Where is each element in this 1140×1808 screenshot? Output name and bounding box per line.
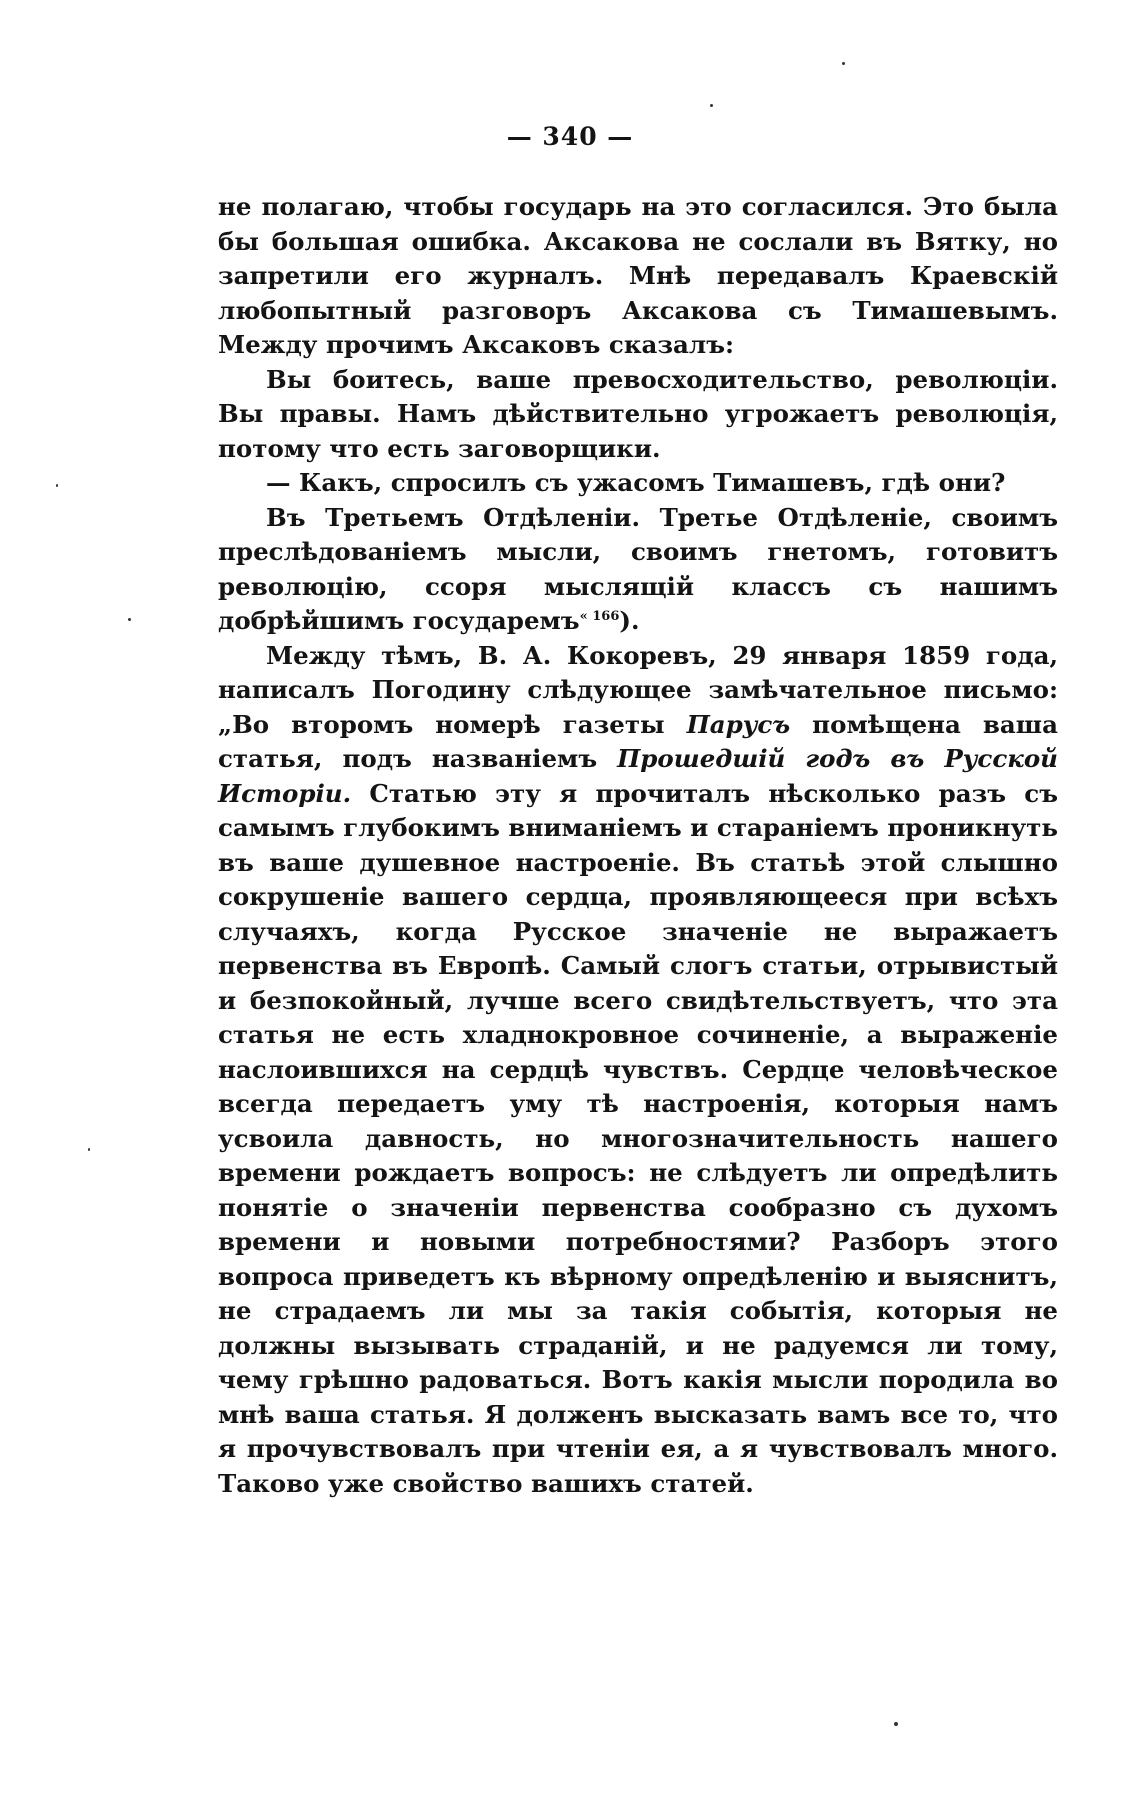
paragraph-3: — Какъ, спросилъ съ ужасомъ Тимашевъ, гдѣ они? — [266, 468, 1006, 497]
paragraph-4-end: ). — [619, 606, 640, 635]
page-number: — 340 — — [506, 122, 634, 151]
scan-speck — [710, 104, 713, 107]
newspaper-title: Парусъ — [686, 709, 791, 739]
paragraph-2: Вы боитесь, ваше превосходительство, революціи. Вы правы. Намъ дѣйствительно угрожаетъ революція, потому что есть заговорщики. — [218, 364, 1058, 463]
scan-speck — [842, 62, 845, 65]
paragraph-4-text: Въ Третьемъ Отдѣленіи. Третье Отдѣленіе, своимъ преслѣдованіемъ мысли, своимъ гнетомъ, готовитъ революцію, ссоря мыслящій классъ съ нашимъ добрѣйшимъ государемъ — [218, 502, 1058, 635]
paragraph-4 — [218, 501, 1058, 639]
scan-speck — [88, 1148, 90, 1151]
paragraph-5-middle: помѣщена ваша статья, подъ названіемъ — [218, 709, 1058, 773]
paragraph-5-start: Между тѣмъ, В. А. Кокоревъ, 29 января 1859 года, написалъ Погодину слѣдующее замѣчательное письмо: „Во второмъ номерѣ газеты — [218, 640, 1058, 739]
scan-speck — [56, 484, 58, 487]
footnote-marker: « 166 — [579, 608, 620, 624]
scan-speck — [894, 1722, 898, 1726]
paragraph-1: не полагаю, чтобы государь на это согласился. Это была бы большая ошибка. Аксакова не сослали въ Вятку, но запретили его журналъ. Мнѣ передавалъ Краевскій любопытный разговоръ Аксакова съ Тимашевымъ. Между прочимъ Аксаковъ сказалъ: — [218, 192, 1058, 359]
paragraph-5-rest: Статью эту я прочиталъ нѣсколько разъ съ самымъ глубокимъ вниманіемъ и стараніемъ проникнуть въ ваше душевное настроеніе. Въ статьѣ этой слышно сокрушеніе вашего сердца, проявляющееся при всѣхъ случаяхъ, когда Русское значеніе не выражаетъ первенства въ Европѣ. Самый слогъ статьи, отрывистый и безпокойный, лучше всего свидѣтельствуетъ, что эта статья не есть хладнокровное сочиненіе, а выраженіе наслоившихся на сердцѣ чувствъ. Сердце человѣческое всегда передаетъ уму тѣ настроенія, которыя намъ усвоила давность, но многозначительность нашего времени рождаетъ вопросъ: не слѣдуетъ ли опредѣлить понятіе о значеніи первенства сообразно съ духомъ времени и новыми потребностями? Разборъ этого вопроса приведетъ къ вѣрному опредѣленію и выяснитъ, не страдаемъ ли мы за такія событія, которыя не должны вызывать страданій, и не радуемся ли тому, чему грѣшно радоваться. Вотъ какія мысли породила во мнѣ ваша статья. Я долженъ высказать вамъ все то, что я прочувствовалъ при чтеніи ея, а я чувствовалъ много. Таково уже свойство вашихъ статей. — [218, 778, 1058, 1498]
article-title: Прошедшій годъ въ Русской Исторіи. — [218, 744, 1058, 808]
paragraph-5 — [218, 639, 1058, 1502]
body-text — [218, 190, 1058, 1501]
scan-speck — [128, 618, 131, 621]
